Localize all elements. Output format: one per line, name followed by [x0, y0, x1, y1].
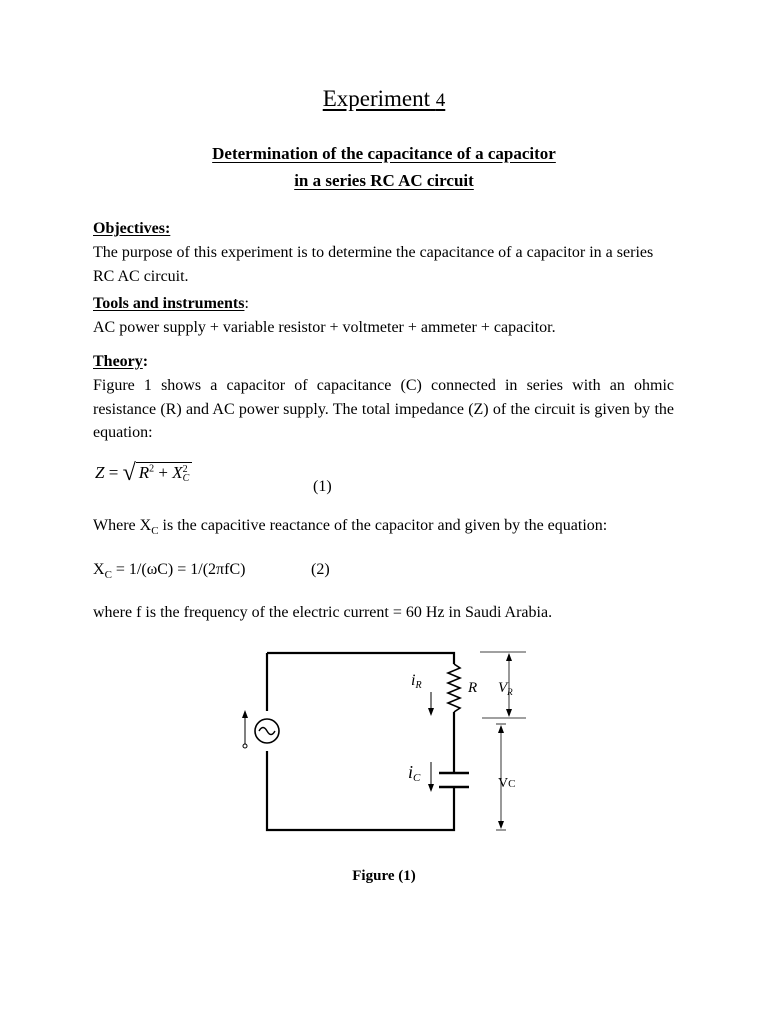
theory-colon: :: [142, 353, 149, 370]
source-terminal: [243, 744, 247, 748]
eq2-number: (2): [311, 561, 330, 578]
vr-arrow-down: [506, 709, 512, 717]
title-text: Experiment: [322, 86, 431, 111]
eq1-x-sub: C: [182, 473, 190, 485]
theory-heading-line: [93, 353, 148, 371]
resistor-icon: [448, 664, 460, 712]
eq1-x-scripts: [183, 465, 190, 483]
left-bottom-wire: [267, 653, 454, 830]
eq1-r-exp: 2: [149, 463, 155, 475]
eq2-sub: C: [104, 569, 112, 582]
label-vc: VC: [498, 776, 516, 791]
rc-circuit-diagram: [230, 640, 540, 845]
subtitle-line-2: in a series RC AC circuit: [294, 171, 474, 190]
sqrt-icon: √: [122, 460, 136, 486]
eq1-x-exp: 2: [182, 464, 188, 476]
vc-arrow-down: [498, 821, 504, 829]
label-vr: $V_R$: [498, 680, 513, 697]
eq1-equals: =: [108, 463, 119, 482]
eq2-lhs: X: [93, 561, 105, 578]
where-rest: is the capacitive reactance of the capacitor and given by the equation:: [158, 517, 608, 534]
label-ic: iC: [408, 762, 421, 784]
label-r: R: [468, 680, 478, 696]
theory-heading: Theory: [93, 353, 143, 370]
frequency-text: where f is the frequency of the electric current = 60 Hz in Saudi Arabia.: [93, 604, 553, 621]
top-wire: [267, 653, 454, 664]
source-arrow-head: [242, 710, 248, 718]
eq1-x: X: [172, 463, 183, 482]
tools-colon: :: [244, 295, 249, 312]
ic-arrow-head: [428, 784, 434, 792]
equation-1: [95, 458, 192, 485]
experiment-title: [0, 86, 768, 112]
subtitle-line-1: Determination of the capacitance of a capacitor: [212, 144, 556, 163]
eq1-r: R: [138, 463, 150, 482]
where-line: [93, 517, 607, 537]
eq1-lhs: Z: [95, 463, 105, 482]
label-ir: iR: [411, 672, 422, 691]
theory-text: Figure 1 shows a capacitor of capacitance (C) connected in series with an ohmic resistance (R) and AC power supply. The total impedance (Z) of the circuit is given by the equation:: [93, 377, 674, 441]
tools-heading-line: [93, 295, 249, 313]
tools-text: AC power supply + variable resistor + voltmeter + ammeter + capacitor.: [93, 319, 556, 336]
title-number: 4: [435, 90, 446, 111]
eq2-rhs: = 1/(ωC) = 1/(2πfC): [111, 561, 246, 578]
figure-caption: Figure (1): [352, 868, 416, 884]
ir-arrow-head: [428, 708, 434, 716]
eq1-plus: +: [158, 463, 168, 482]
vr-arrow-up: [506, 653, 512, 661]
eq1-radicand: [136, 462, 193, 485]
objectives-text: The purpose of this experiment is to determine the capacitance of a capacitor in a series RC AC circuit.: [93, 244, 654, 285]
vc-arrow-up: [498, 725, 504, 733]
eq1-number: (1): [313, 478, 332, 495]
equation-2: [93, 561, 245, 581]
tools-heading: Tools and instruments: [93, 295, 245, 312]
objectives-heading: Objectives:: [93, 220, 171, 237]
where-prefix: Where X: [93, 517, 152, 534]
where-sub: C: [151, 525, 159, 538]
